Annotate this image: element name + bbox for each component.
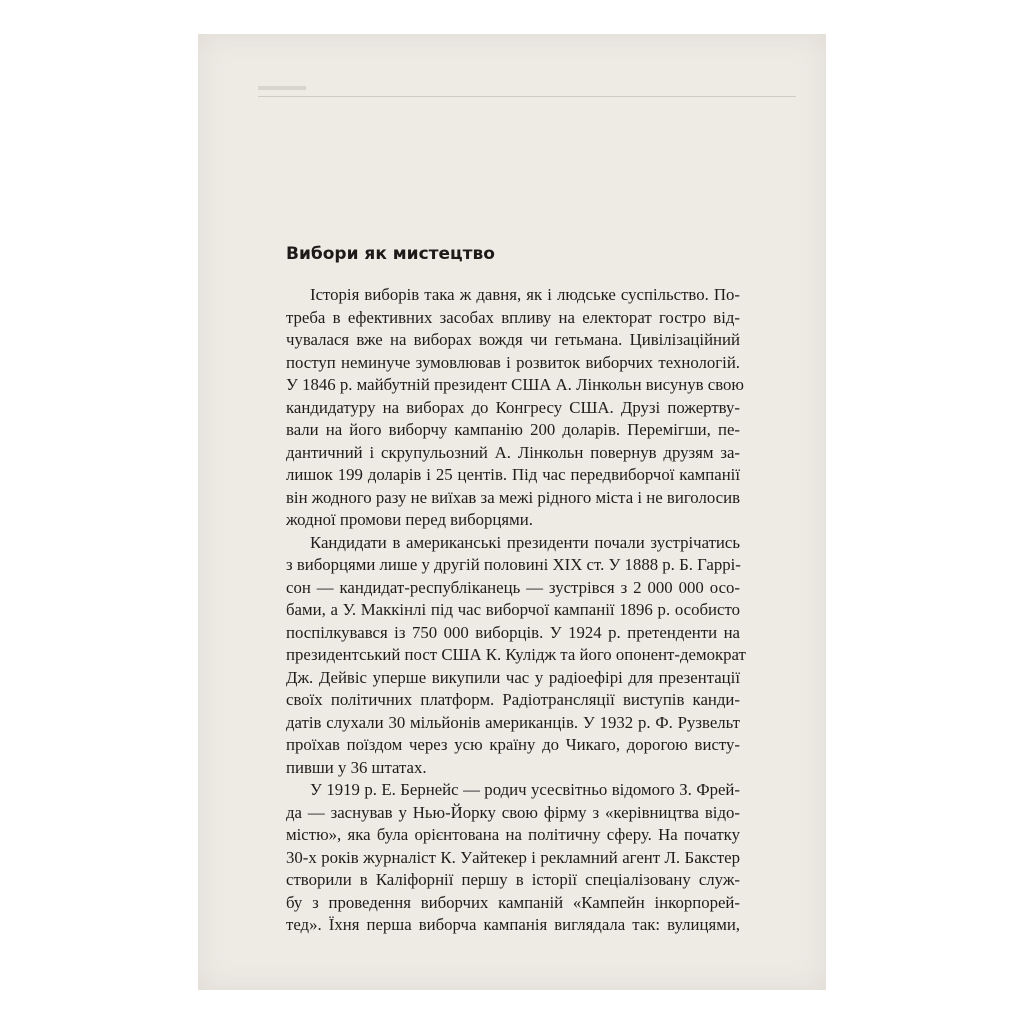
text-line: да — заснував у Нью-Йорку свою фірму з «керівництва відо- bbox=[286, 802, 740, 822]
text-line: тед». Їхня перша виборча кампанія виглядала так: вулицями, bbox=[286, 915, 740, 934]
text-line: кандидатуру на виборах до Конгресу США. Друзі пожертву- bbox=[286, 397, 740, 417]
text-line: проїхав поїздом через усю країну до Чикаго, дорогою висту- bbox=[286, 735, 740, 754]
bleed-through-header bbox=[258, 86, 306, 90]
section-heading: Вибори як мистецтво bbox=[286, 244, 495, 264]
text-line: вали на його виборчу кампанію 200 доларів. Перемігши, пе- bbox=[286, 420, 740, 439]
text-line: поступ неминуче зумовлював і розвиток виборчих технологій. bbox=[286, 352, 740, 372]
text-line: містю», яка була орієнтована на політичну сферу. На початку bbox=[286, 825, 740, 844]
text-line: дантичний і скрупульозний А. Лінкольн повернув друзям за- bbox=[286, 442, 740, 462]
text-line: бами, а У. Маккінлі під час виборчої кампанії 1896 р. особисто bbox=[286, 600, 740, 619]
text-line: 30-х років журналіст К. Уайтекер і рекламний агент Л. Бакстер bbox=[286, 847, 740, 867]
text-line: Історія виборів така ж давня, як і людське суспільство. По- bbox=[310, 285, 740, 304]
text-line: пивши у 36 штатах. bbox=[286, 757, 427, 777]
text-line: з виборцями лише у другій половині XIX ст. У 1888 р. Б. Гаррі- bbox=[286, 555, 741, 574]
bleed-through-rule bbox=[258, 96, 796, 97]
text-line: лишок 199 доларів і 25 центів. Під час передвиборчої кампанії bbox=[286, 465, 740, 484]
text-line: Кандидати в американські президенти почали зустрічатись bbox=[310, 532, 740, 552]
text-line: поспілкувався із 750 000 виборців. У 1924 р. претенденти на bbox=[286, 622, 740, 642]
text-line: У 1846 р. майбутній президент США А. Лінкольн висунув свою bbox=[286, 375, 744, 394]
paragraph bbox=[286, 284, 744, 532]
text-line: У 1919 р. Е. Бернейс — родич усесвітньо відомого З. Фрей- bbox=[310, 780, 740, 799]
body-text bbox=[286, 284, 746, 937]
text-line: бу з проведення виборчих кампаній «Кампейн інкорпорей- bbox=[286, 892, 740, 912]
text-line: сон — кандидат-республіканець — зустрівся з 2 000 000 осо- bbox=[286, 577, 740, 597]
text-line: треба в ефективних засобах впливу на електорат гостро від- bbox=[286, 307, 740, 327]
text-line: створили в Каліфорнії першу в історії спеціалізовану служ- bbox=[286, 870, 740, 889]
text-line: своїх політичних платформ. Радіотрансляції виступів канди- bbox=[286, 690, 740, 709]
text-line: Дж. Дейвіс уперше викупили час у радіоефірі для презентації bbox=[286, 667, 740, 687]
text-line: жодної промови перед виборцями. bbox=[286, 510, 533, 529]
text-line: датів слухали 30 мільйонів американців. У 1932 р. Ф. Рузвельт bbox=[286, 712, 740, 732]
paragraph bbox=[286, 779, 740, 937]
text-line: чувалася вже на виборах вождя чи гетьмана. Цивілізаційний bbox=[286, 330, 740, 349]
text-line: він жодного разу не виїхав за межі рідного міста і не виголосив bbox=[286, 487, 740, 507]
paragraph bbox=[286, 532, 746, 780]
book-page bbox=[198, 34, 826, 990]
text-line: президентський пост США К. Кулідж та його опонент-демократ bbox=[286, 645, 746, 664]
